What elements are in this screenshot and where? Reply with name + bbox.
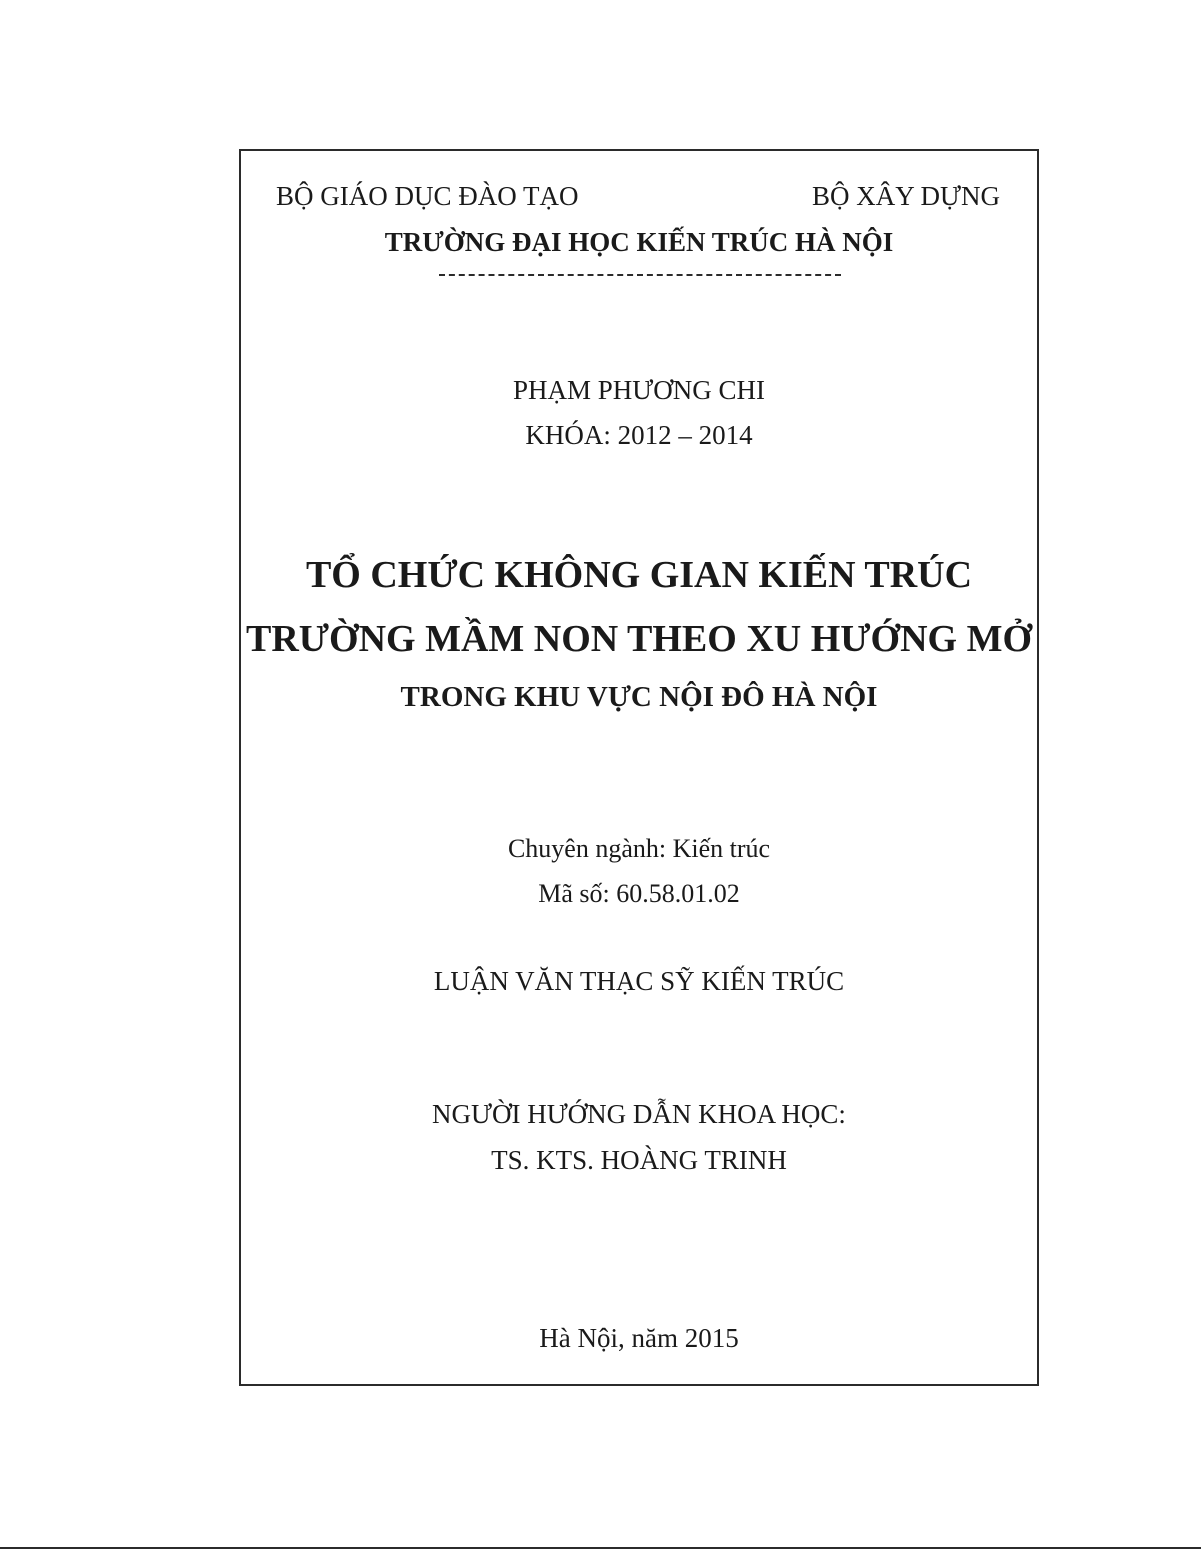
university-name: TRƯỜNG ĐẠI HỌC KIẾN TRÚC HÀ NỘI <box>384 227 894 257</box>
thesis-title-line-3: TRONG KHU VỰC NỘI ĐÔ HÀ NỘI <box>400 681 878 713</box>
author-name: PHẠM PHƯƠNG CHI <box>513 375 765 405</box>
author-cohort: KHÓA: 2012 – 2014 <box>525 420 753 450</box>
place-and-year: Hà Nội, năm 2015 <box>539 1323 739 1353</box>
advisor-name: TS. KTS. HOÀNG TRINH <box>491 1145 787 1175</box>
advisor-label: NGƯỜI HƯỚNG DẪN KHOA HỌC: <box>432 1099 846 1129</box>
thesis-title-line-2: TRƯỜNG MẦM NON THEO XU HƯỚNG MỞ <box>246 618 1032 660</box>
ministry-of-education: BỘ GIÁO DỤC ĐÀO TẠO <box>276 181 579 211</box>
thesis-degree: LUẬN VĂN THẠC SỸ KIẾN TRÚC <box>433 966 845 996</box>
header-dashed-divider <box>439 274 841 276</box>
thesis-title-line-1: TỔ CHỨC KHÔNG GIAN KIẾN TRÚC <box>305 554 973 596</box>
thesis-major: Chuyên ngành: Kiến trúc <box>507 834 771 863</box>
cover-page-frame <box>239 149 1039 1386</box>
thesis-code: Mã số: 60.58.01.02 <box>538 879 740 908</box>
ministry-of-construction: BỘ XÂY DỰNG <box>812 181 1000 211</box>
page-bottom-edge <box>0 1547 1201 1549</box>
